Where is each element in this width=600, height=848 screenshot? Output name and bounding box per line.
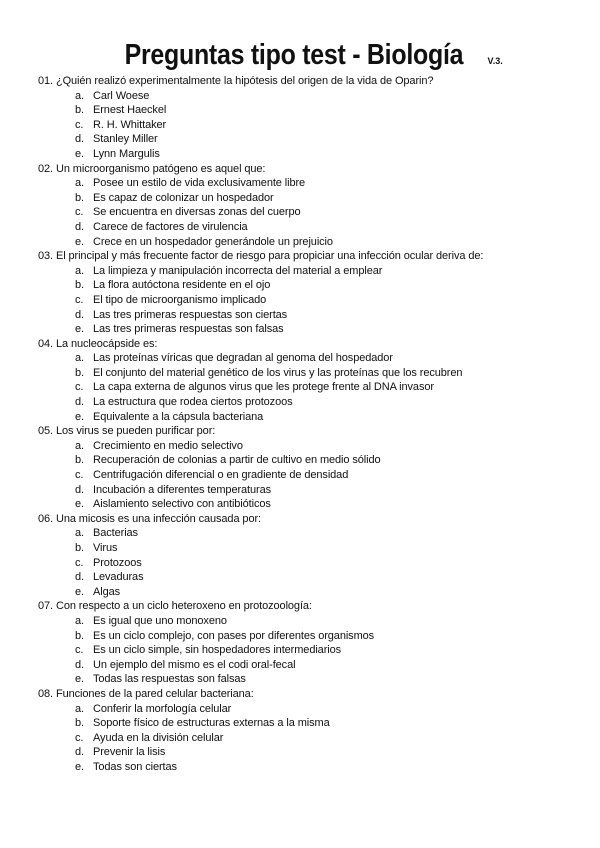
answer-option [38, 439, 580, 454]
option-list [38, 702, 580, 775]
answer-option [38, 176, 580, 191]
answer-option [38, 366, 580, 381]
answer-option [38, 526, 580, 541]
question-statement: Los virus se pueden purificar por: [55, 425, 216, 438]
option-text: Todas son ciertas [93, 760, 177, 773]
question-text [38, 162, 580, 177]
option-text: Stanley Miller [93, 133, 158, 146]
question-number: 06. [38, 512, 53, 525]
option-letter: d. [75, 396, 84, 409]
question-number: 04. [38, 337, 53, 350]
option-letter: c. [75, 293, 84, 306]
question-block [38, 687, 580, 775]
option-list [38, 89, 580, 162]
question-list [38, 74, 580, 775]
option-letter: b. [75, 191, 84, 204]
answer-option [38, 745, 580, 760]
option-list [38, 264, 580, 337]
option-text: La estructura que rodea ciertos protozoos [93, 396, 293, 409]
option-letter: c. [75, 469, 84, 482]
answer-option [38, 395, 580, 410]
answer-option [38, 322, 580, 337]
option-text: Crecimiento en medio selectivo [93, 439, 243, 452]
question-text [38, 337, 580, 352]
answer-option [38, 118, 580, 133]
option-letter: a. [75, 614, 84, 627]
option-list [38, 176, 580, 249]
answer-option [38, 672, 580, 687]
option-text: Recuperación de colonias a partir de cultivo en medio sólido [93, 454, 381, 467]
option-letter: b. [75, 454, 84, 467]
answer-option [38, 235, 580, 250]
option-letter: a. [75, 527, 84, 540]
option-letter: a. [75, 439, 84, 452]
question-block [38, 424, 580, 512]
option-letter: d. [75, 746, 84, 759]
answer-option [38, 497, 580, 512]
answer-option [38, 205, 580, 220]
question-text [38, 249, 580, 264]
document-title: Preguntas tipo test - Biología [124, 39, 464, 71]
answer-option [38, 103, 580, 118]
option-text: Algas [93, 585, 121, 598]
option-text: Es un ciclo simple, sin hospedadores intermediarios [93, 644, 342, 657]
answer-option [38, 468, 580, 483]
option-letter: d. [75, 220, 84, 233]
option-text: Incubación a diferentes temperaturas [93, 483, 272, 496]
question-statement: Una micosis es una infección causada por: [55, 512, 261, 525]
option-text: Carece de factores de virulencia [93, 220, 248, 233]
option-letter: d. [75, 658, 84, 671]
option-text: Ernest Haeckel [93, 104, 167, 117]
answer-option [38, 308, 580, 323]
answer-option [38, 731, 580, 746]
option-letter: c. [75, 644, 84, 657]
question-number: 07. [38, 600, 53, 613]
question-text [38, 687, 580, 702]
option-text: La capa externa de algunos virus que les protege frente al DNA invasor [93, 381, 434, 394]
option-text: Posee un estilo de vida exclusivamente libre [93, 177, 306, 190]
option-text: Es capaz de colonizar un hospedador [93, 191, 274, 204]
answer-option [38, 702, 580, 717]
option-text: El conjunto del material genético de los virus y las proteínas que los recubren [93, 366, 463, 379]
question-number: 03. [38, 250, 53, 263]
answer-option [38, 410, 580, 425]
option-text: Es igual que uno monoxeno [93, 614, 227, 627]
question-block [38, 512, 580, 600]
answer-option [38, 541, 580, 556]
answer-option [38, 278, 580, 293]
answer-option [38, 453, 580, 468]
option-letter: a. [75, 352, 84, 365]
option-letter: e. [75, 323, 84, 336]
question-statement: El principal y más frecuente factor de riesgo para propiciar una infección ocular deriva de: [55, 250, 484, 263]
option-text: Un ejemplo del mismo es el codi oral-fecal [93, 658, 296, 671]
option-letter: e. [75, 760, 84, 773]
option-text: Las tres primeras respuestas son ciertas [93, 308, 288, 321]
option-letter: b. [75, 279, 84, 292]
option-text: Es un ciclo complejo, con pases por diferentes organismos [93, 629, 375, 642]
question-statement: La nucleocápside es: [55, 337, 158, 350]
question-block [38, 74, 580, 162]
option-list [38, 439, 580, 512]
question-statement: ¿Quién realizó experimentalmente la hipótesis del origen de la vida de Oparin? [55, 75, 434, 87]
option-text: R. H. Whittaker [93, 118, 167, 131]
version-label: V.3. [487, 56, 503, 66]
option-text: Todas las respuestas son falsas [93, 673, 246, 686]
option-list [38, 351, 580, 424]
question-block [38, 249, 580, 337]
option-letter: c. [75, 206, 84, 219]
answer-option [38, 351, 580, 366]
question-text [38, 599, 580, 614]
question-text [38, 74, 580, 89]
option-letter: c. [75, 381, 84, 394]
question-number: 01. [38, 75, 53, 87]
option-letter: b. [75, 717, 84, 730]
option-text: Se encuentra en diversas zonas del cuerpo [93, 206, 301, 219]
answer-option [38, 629, 580, 644]
option-letter: e. [75, 147, 84, 160]
option-letter: a. [75, 177, 84, 190]
answer-option [38, 556, 580, 571]
question-number: 02. [38, 162, 53, 175]
option-text: Equivalente a la cápsula bacteriana [93, 410, 264, 423]
option-text: Bacterias [93, 527, 138, 540]
option-text: Ayuda en la división celular [93, 731, 224, 744]
option-letter: c. [75, 731, 84, 744]
answer-option [38, 380, 580, 395]
answer-option [38, 716, 580, 731]
option-text: Aislamiento selectivo con antibióticos [93, 498, 271, 511]
option-letter: d. [75, 483, 84, 496]
question-block [38, 599, 580, 687]
question-text [38, 512, 580, 527]
option-letter: d. [75, 571, 84, 584]
question-block [38, 337, 580, 425]
answer-option [38, 483, 580, 498]
answer-option [38, 570, 580, 585]
answer-option [38, 293, 580, 308]
option-text: Lynn Margulis [93, 147, 160, 160]
option-text: Protozoos [93, 556, 142, 569]
answer-option [38, 191, 580, 206]
answer-option [38, 264, 580, 279]
option-letter: b. [75, 366, 84, 379]
option-text: Levaduras [93, 571, 144, 584]
option-text: La flora autóctona residente en el ojo [93, 279, 271, 292]
option-text: Carl Woese [93, 89, 150, 102]
option-letter: b. [75, 542, 84, 554]
question-number: 08. [38, 687, 53, 700]
option-text: Crece en un hospedador generándole un prejuicio [93, 235, 333, 248]
option-letter: d. [75, 308, 84, 321]
option-letter: e. [75, 410, 84, 423]
question-statement: Con respecto a un ciclo heteroxeno en protozoología: [55, 600, 312, 613]
answer-option [38, 147, 580, 162]
answer-option [38, 760, 580, 775]
option-text: Conferir la morfología celular [93, 702, 232, 715]
question-text [38, 424, 580, 439]
answer-option [38, 132, 580, 147]
option-letter: e. [75, 235, 84, 248]
option-letter: b. [75, 104, 84, 117]
option-text: Soporte físico de estructuras externas a la misma [93, 717, 330, 730]
option-text: Las proteínas víricas que degradan al genoma del hospedador [93, 352, 393, 365]
option-text: El tipo de microorganismo implicado [93, 293, 267, 306]
option-letter: a. [75, 89, 84, 102]
answer-option [38, 89, 580, 104]
question-statement: Funciones de la pared celular bacteriana: [55, 687, 254, 700]
option-letter: b. [75, 629, 84, 642]
option-letter: e. [75, 585, 84, 598]
option-list [38, 614, 580, 687]
answer-option [38, 614, 580, 629]
question-statement: Un microorganismo patógeno es aquel que: [55, 162, 266, 175]
option-text: Virus [93, 542, 118, 554]
option-letter: c. [75, 556, 84, 569]
option-text: Las tres primeras respuestas son falsas [93, 323, 284, 336]
option-letter: d. [75, 133, 84, 146]
option-letter: e. [75, 673, 84, 686]
answer-option [38, 643, 580, 658]
option-text: Prevenir la lisis [93, 746, 166, 759]
option-letter: a. [75, 702, 84, 715]
option-letter: c. [75, 118, 84, 131]
answer-option [38, 658, 580, 673]
option-letter: a. [75, 264, 84, 277]
option-text: Centrifugación diferencial o en gradiente de densidad [93, 469, 349, 482]
option-text: La limpieza y manipulación incorrecta del material a emplear [93, 264, 383, 277]
answer-option [38, 220, 580, 235]
option-letter: e. [75, 498, 84, 511]
option-list [38, 526, 580, 599]
question-number: 05. [38, 425, 53, 438]
question-block [38, 162, 580, 250]
answer-option [38, 585, 580, 600]
